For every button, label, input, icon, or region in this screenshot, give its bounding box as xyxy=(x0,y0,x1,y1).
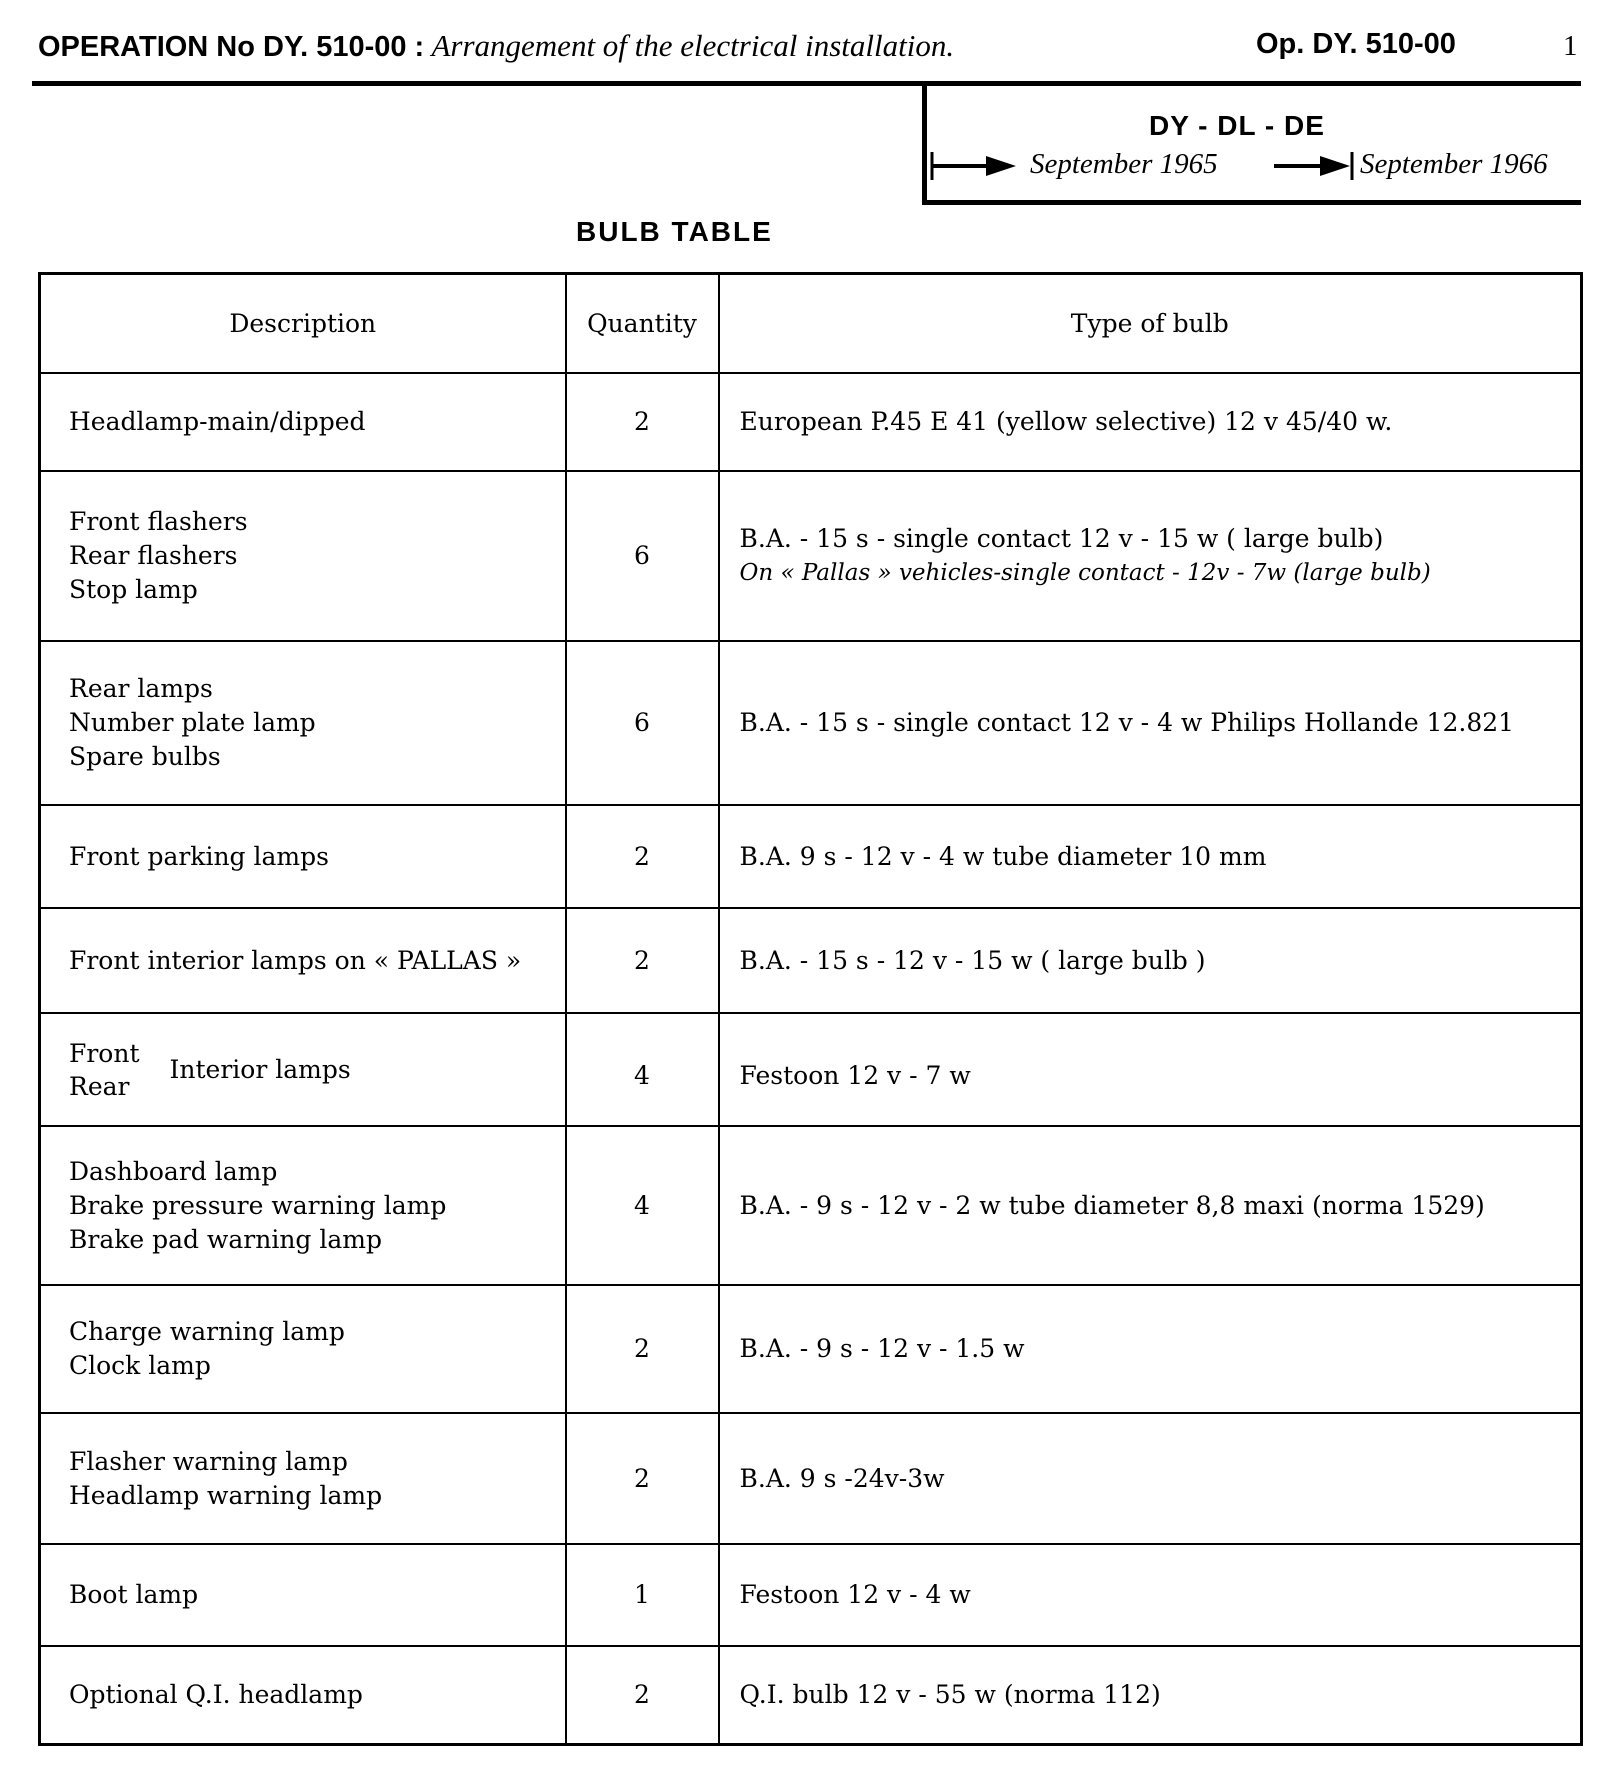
operation-code: OPERATION No DY. 510-00 : xyxy=(38,31,425,63)
bulb-table xyxy=(38,272,1583,1746)
row-quantity: 2 xyxy=(566,373,719,471)
header-description: Description xyxy=(40,274,566,374)
row-description xyxy=(40,373,566,471)
description-line: Boot lamp xyxy=(69,1580,199,1609)
description-line: Number plate lamp xyxy=(69,708,316,737)
row-type: Q.I. bulb 12 v - 55 w (norma 112) xyxy=(719,1646,1582,1744)
row-quantity: 2 xyxy=(566,1646,719,1744)
description-line: Front flashers xyxy=(69,507,248,536)
description-rear: Rear xyxy=(69,1071,130,1101)
row-type: B.A. 9 s - 12 v - 4 w tube diameter 10 mm xyxy=(719,805,1582,908)
row-type: B.A. - 15 s - single contact 12 v - 4 w Philips Hollande 12.821 xyxy=(719,641,1582,805)
description-line: Brake pad warning lamp xyxy=(69,1224,382,1254)
row-quantity: 4 xyxy=(566,1126,719,1285)
description-line: Rear lamps xyxy=(69,674,213,703)
row-quantity: 2 xyxy=(566,805,719,908)
description-line: Headlamp warning lamp xyxy=(69,1480,383,1510)
row-description xyxy=(40,1126,566,1285)
row-description xyxy=(40,1544,566,1646)
row-quantity: 2 xyxy=(566,908,719,1013)
table-title: BULB TABLE xyxy=(576,216,773,247)
row-type xyxy=(719,471,1582,641)
row-description xyxy=(40,1646,566,1744)
row-description xyxy=(40,908,566,1013)
page-number: 1 xyxy=(1563,30,1578,62)
table-row xyxy=(40,805,1582,908)
type-note: On « Pallas » vehicles-single contact - 12v - 7w (large bulb) xyxy=(739,560,1431,586)
description-line: Brake pressure warning lamp xyxy=(69,1190,447,1220)
table-row xyxy=(40,373,1582,471)
row-quantity: 2 xyxy=(566,1285,719,1413)
models-box xyxy=(922,86,1581,205)
description-line: Front interior lamps on « PALLAS » xyxy=(69,945,522,975)
row-description xyxy=(40,1013,566,1126)
operation-title: Arrangement of the electrical installation. xyxy=(431,28,955,63)
row-description xyxy=(40,1413,566,1544)
row-type: B.A. - 15 s - 12 v - 15 w ( large bulb ) xyxy=(719,908,1582,1013)
header-quantity: Quantity xyxy=(566,274,719,374)
description-line: Rear flashers xyxy=(69,541,238,570)
row-quantity: 4 xyxy=(566,1013,719,1126)
date-to: September 1966 xyxy=(1360,148,1548,180)
description-line: Spare bulbs xyxy=(69,742,221,771)
row-quantity: 6 xyxy=(566,641,719,805)
models-box-bottom-border xyxy=(922,200,1581,205)
table-row xyxy=(40,641,1582,805)
interior-positions xyxy=(69,1037,140,1103)
table-row xyxy=(40,471,1582,641)
row-type: B.A. - 9 s - 12 v - 2 w tube diameter 8,8 maxi (norma 1529) xyxy=(719,1126,1582,1285)
description-line: Charge warning lamp xyxy=(69,1317,345,1346)
description-line: Clock lamp xyxy=(69,1351,211,1380)
description-line: Flasher warning lamp xyxy=(69,1446,348,1476)
table-row xyxy=(40,1013,1582,1126)
description-line: Headlamp-main/dipped xyxy=(69,407,366,436)
models-box-left-border xyxy=(922,86,927,205)
interior-lamps-group xyxy=(69,1037,565,1103)
description-line: Dashboard lamp xyxy=(69,1156,278,1186)
row-type: B.A. - 9 s - 12 v - 1.5 w xyxy=(719,1285,1582,1413)
table-row xyxy=(40,1413,1582,1544)
description-line: Optional Q.I. headlamp xyxy=(69,1679,363,1709)
table-row xyxy=(40,1646,1582,1744)
row-type: Festoon 12 v - 7 w xyxy=(719,1013,1582,1126)
row-description xyxy=(40,1285,566,1413)
date-from: September 1965 xyxy=(1030,148,1218,180)
operation-reference: Op. DY. 510-00 xyxy=(1256,28,1456,60)
row-quantity: 1 xyxy=(566,1544,719,1646)
type-line: B.A. - 15 s - single contact 12 v - 15 w ( large bulb) xyxy=(739,524,1384,553)
row-type: Festoon 12 v - 4 w xyxy=(719,1544,1582,1646)
row-quantity: 2 xyxy=(566,1413,719,1544)
header-type: Type of bulb xyxy=(719,274,1582,374)
table-row xyxy=(40,908,1582,1013)
description-line: Front parking lamps xyxy=(69,841,329,871)
row-description xyxy=(40,471,566,641)
row-description xyxy=(40,805,566,908)
row-type: B.A. 9 s -24v-3w xyxy=(719,1413,1582,1544)
row-type: European P.45 E 41 (yellow selective) 12 v 45/40 w. xyxy=(719,373,1582,471)
table-header-row xyxy=(40,274,1582,374)
row-description xyxy=(40,641,566,805)
operation-heading xyxy=(38,28,954,64)
table-row xyxy=(40,1126,1582,1285)
row-quantity: 6 xyxy=(566,471,719,641)
models-label: DY - DL - DE xyxy=(1149,110,1325,141)
table-row xyxy=(40,1544,1582,1646)
description-interior-lamps: Interior lamps xyxy=(169,1054,351,1084)
description-front: Front xyxy=(69,1038,140,1068)
table-row xyxy=(40,1285,1582,1413)
description-line: Stop lamp xyxy=(69,575,198,604)
